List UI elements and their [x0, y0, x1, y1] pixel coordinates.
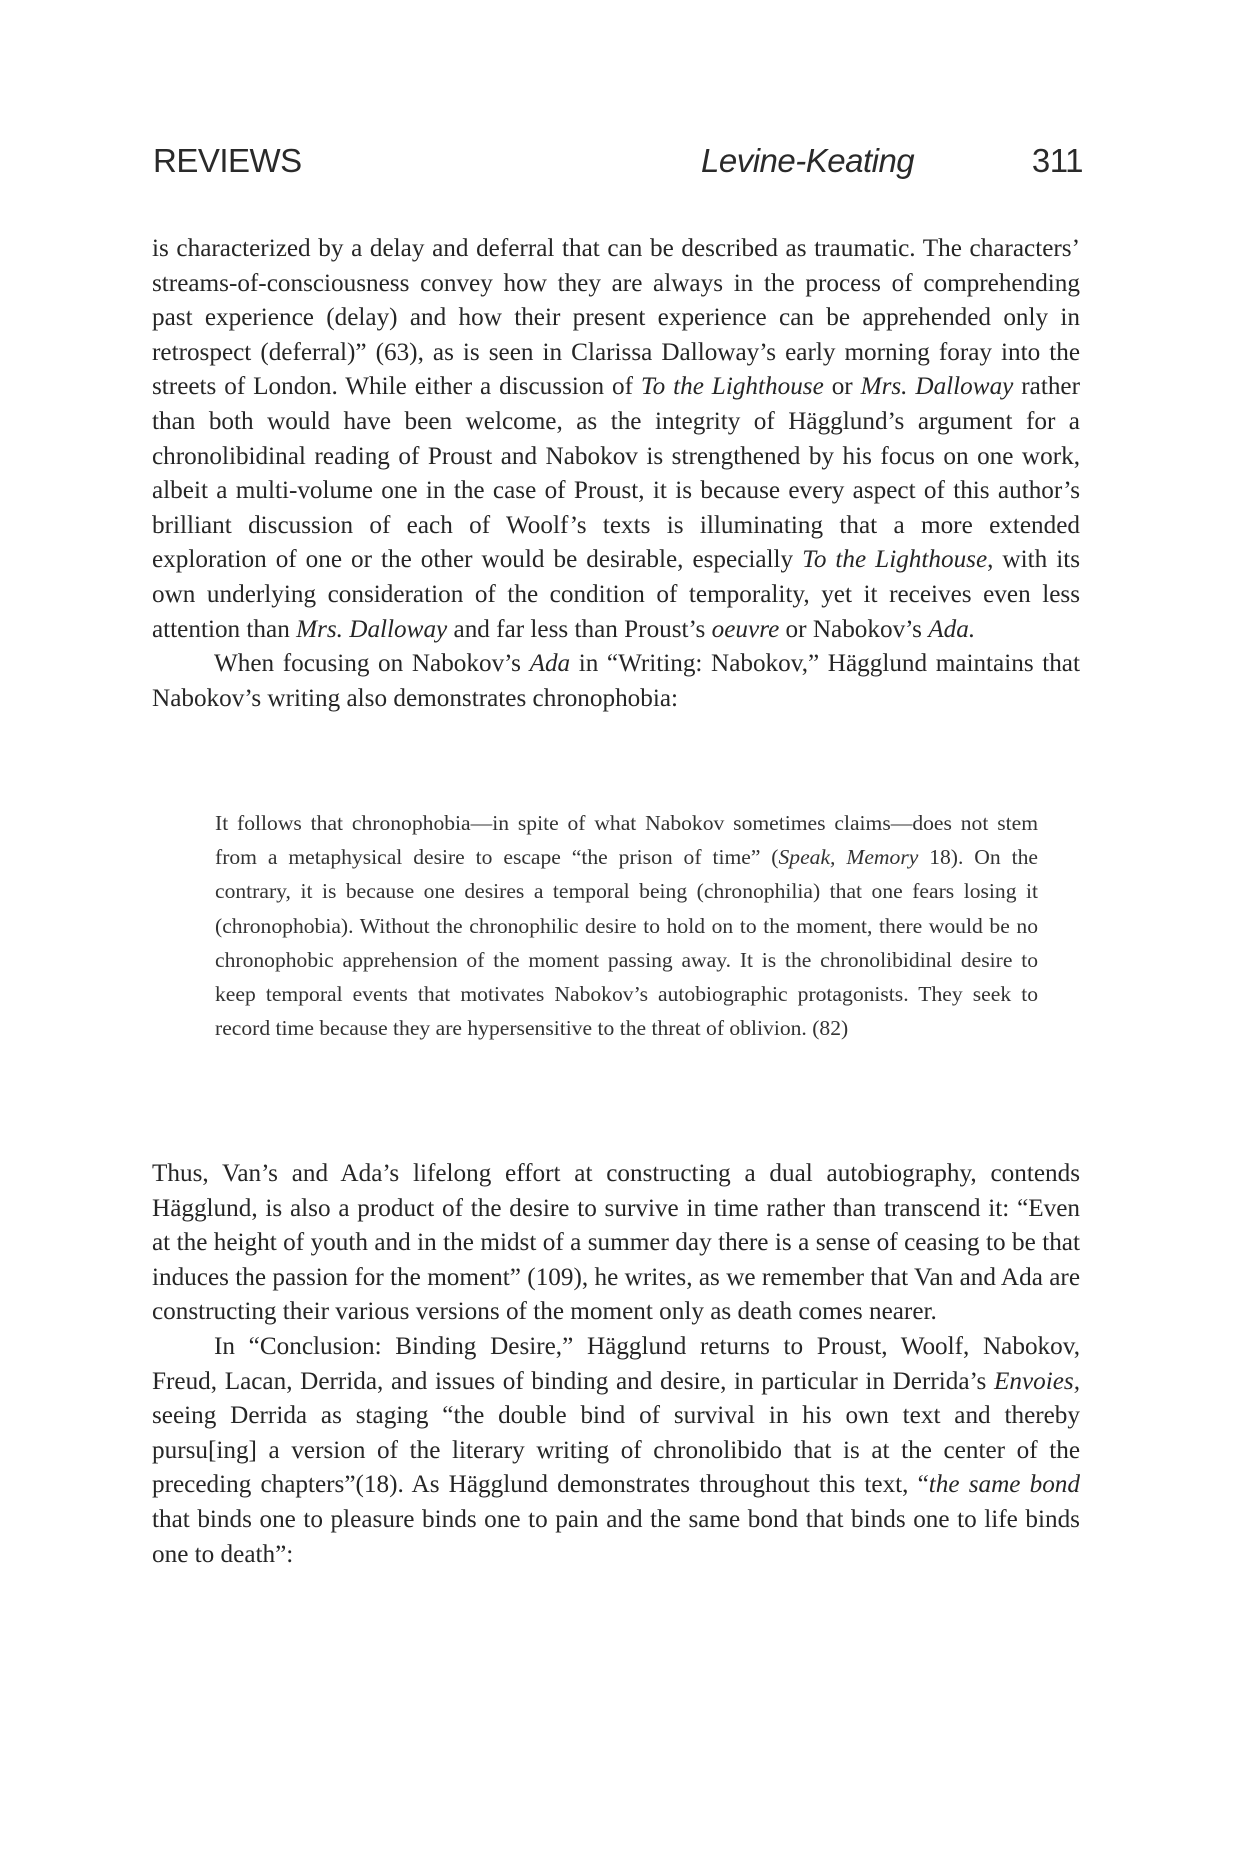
block-quote-text: [215, 806, 1038, 1045]
italic-title: Envoies,: [993, 1367, 1080, 1395]
text-run: seeing Derrida as staging “the double bind of survival in his own text and thereby pursu[ing] a version of the literary writing of chronolibido that is at the center of the preceding chapters”(18). As Hägglund demonstrates throughout this text, “: [152, 1402, 1080, 1499]
italic-title: To the Lighthouse: [802, 546, 988, 574]
text-run: that binds one to pleasure binds one to pain and the same bond that binds one to life binds one to death”:: [152, 1505, 1080, 1568]
italic-title: oeuvre: [711, 615, 780, 643]
text-run: When focusing on Nabokov’s: [214, 650, 530, 678]
text-run: rather than both would have been welcome, as the integrity of Hägglund’s argument for a chronolibidinal reading of Proust and Nabokov is strengthened by his focus on one work, albeit a multi-volume one in the case of Proust, it is because every aspect of this author’s brilliant discussion of each of Woolf’s texts is illuminating that a more extended exploration of one or the other would be desirable, especially: [152, 373, 1080, 574]
paragraph: [152, 232, 1080, 647]
text-run: In “Conclusion: Binding Desire,” Hägglund returns to Proust, Woolf, Nabokov, Freud, Lacan, Derrida, and issues of binding and desire, in particular in Derrida’s: [152, 1332, 1080, 1395]
text-run: or: [823, 373, 861, 401]
text-run: Thus, Van’s and Ada’s lifelong effort at constructing a dual autobiography, contends Hägglund, is also a product of the desire to survive in time rather than transcend it: “Even at the height of youth and in the midst of a summer day there is a sense of ceasing to be that induces the passion for the moment” (109), he writes, as we remember that Van and Ada are constructing their various versions of the moment only as death comes nearer.: [152, 1160, 1080, 1326]
text-run: and far less than Proust’s: [447, 615, 712, 643]
italic-title: Mrs. Dalloway: [296, 615, 448, 643]
running-header: [153, 142, 1083, 188]
italic-title: Ada: [529, 650, 571, 678]
italic-title: Ada.: [928, 615, 976, 643]
page-number: 311: [1031, 142, 1083, 179]
paragraph: [152, 1330, 1080, 1572]
text-run: is characterized by a delay and deferral that can be described as traumatic. The characters’ streams-of-consciousness convey how they are always in the process of comprehending past experience (delay) and how their present experience can be apprehended only in retrospect (deferral)” (63), as is seen in Clarissa Dalloway’s early morning foray into the streets of London. While either a discussion of: [152, 235, 1080, 401]
italic-title: the same bond: [928, 1471, 1080, 1499]
paragraph: [152, 647, 1080, 716]
author-name: Levine-Keating: [701, 142, 915, 179]
block-quote: [215, 806, 1038, 1045]
text-run: in “Writing: Nabokov,” Hägglund maintains that Nabokov’s writing also demonstrates chronophobia:: [152, 650, 1080, 712]
italic-title: Mrs. Dalloway: [860, 373, 1014, 401]
paragraph: [152, 1157, 1080, 1330]
text-run: 18). On the contrary, it is because one desires a temporal being (chronophilia) that one fears losing it (chronophobia). Without the chronophilic desire to hold on to the moment, there would be no chronophobic apprehension of the moment passing away. It is the chronolibidinal desire to keep temporal events that motivates Nabokov’s autobiographic protagonists. They seek to record time because they are hypersensitive to the threat of oblivion. (82): [215, 845, 1038, 1041]
italic-title: Speak, Memory: [778, 845, 919, 870]
text-run: , with its own underlying consideration of the condition of temporality, yet it receives even less attention than: [152, 546, 1080, 643]
body-text-top: [152, 232, 1080, 716]
section-title: REVIEWS: [153, 142, 302, 179]
text-run: or Nabokov’s: [779, 615, 929, 643]
body-text-bottom: [152, 1157, 1080, 1572]
italic-title: To the Lighthouse: [640, 373, 824, 401]
text-run: It follows that chronophobia—in spite of what Nabokov sometimes claims—does not stem from a metaphysical desire to escape “the prison of time” (: [215, 811, 1038, 870]
